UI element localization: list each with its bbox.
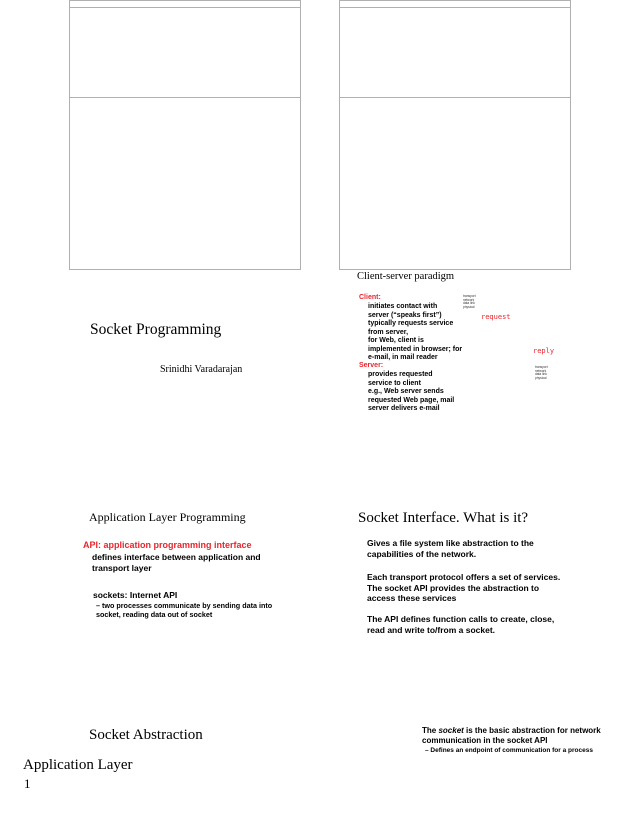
- server-item-1: provides requested service to client: [368, 371, 433, 387]
- protocol-stack-top: [463, 295, 483, 309]
- server-heading: Server:: [359, 362, 384, 369]
- slide-title-application-layer-programming: Application Layer Programming: [89, 510, 246, 524]
- protocol-stack-bottom: [535, 366, 555, 380]
- client-heading: Client:: [359, 294, 381, 301]
- slide-title-socket-abstraction: Socket Abstraction: [89, 727, 203, 743]
- socket-interface-point-2: Each transport protocol offers a set of services. The socket API provides the abstraction to access these services: [367, 572, 561, 604]
- stack-top-layer: network: [463, 297, 475, 302]
- reply-label: reply: [533, 347, 555, 355]
- api-item: defines interface between application and transport layer: [92, 552, 261, 573]
- slide-frame-top-left-divider-a: [69, 7, 301, 8]
- slide-title-socket-interface: Socket Interface. What is it?: [358, 510, 529, 526]
- socket-abstraction-sub-item: – Defines an endpoint of communication for a process: [425, 747, 593, 754]
- client-item-1: initiates contact with server (“speaks first”): [368, 303, 442, 319]
- socket-interface-point-1: Gives a file system like abstraction to the capabilities of the network.: [367, 538, 534, 559]
- footer-title: Application Layer: [23, 757, 133, 773]
- slide-title-client-server: Client-server paradigm: [357, 271, 455, 282]
- stack-bottom-layer: transport: [535, 365, 548, 369]
- client-item-3: for Web, client is implemented in browser; for e-mail, in mail reader: [368, 337, 463, 362]
- slide-frame-top-left-divider-b: [69, 97, 301, 98]
- socket-abstraction-text-before: The: [422, 726, 439, 735]
- stack-bottom-layer: physical: [535, 375, 547, 380]
- server-item-2: e.g., Web server sends requested Web page, mail server delivers e-mail: [368, 388, 455, 413]
- socket-abstraction-text-after: is the basic abstraction for network communication in the socket API: [422, 726, 601, 745]
- socket-abstraction-text-italic: socket: [438, 726, 464, 735]
- socket-abstraction-text: [422, 726, 612, 746]
- api-heading: API: application programming interface: [83, 540, 252, 550]
- sockets-item: – two processes communicate by sending data into socket, reading data out of socket: [96, 601, 273, 619]
- stack-bottom-layer: data link: [535, 372, 547, 377]
- slide-frame-top-right: [339, 0, 571, 270]
- footer-page-number: 1: [24, 776, 31, 791]
- stack-top-layer: data link: [463, 301, 475, 306]
- slide-author: Srinidhi Varadarajan: [160, 364, 243, 375]
- client-item-2: typically requests service from server,: [368, 320, 454, 336]
- stack-top-layer: physical: [463, 304, 475, 309]
- slide-title-socket-programming: Socket Programming: [90, 321, 222, 338]
- slide-frame-top-right-divider-b: [339, 97, 571, 98]
- socket-interface-point-3: The API defines function calls to create, close, read and write to/from a socket.: [367, 614, 555, 635]
- stack-bottom-layer: network: [535, 368, 547, 373]
- stack-top-layer: transport: [463, 294, 476, 298]
- slide-frame-top-left: [69, 0, 301, 270]
- sockets-heading: sockets: Internet API: [93, 590, 178, 600]
- request-label: request: [481, 313, 511, 321]
- slide-frame-top-right-divider-a: [339, 7, 571, 8]
